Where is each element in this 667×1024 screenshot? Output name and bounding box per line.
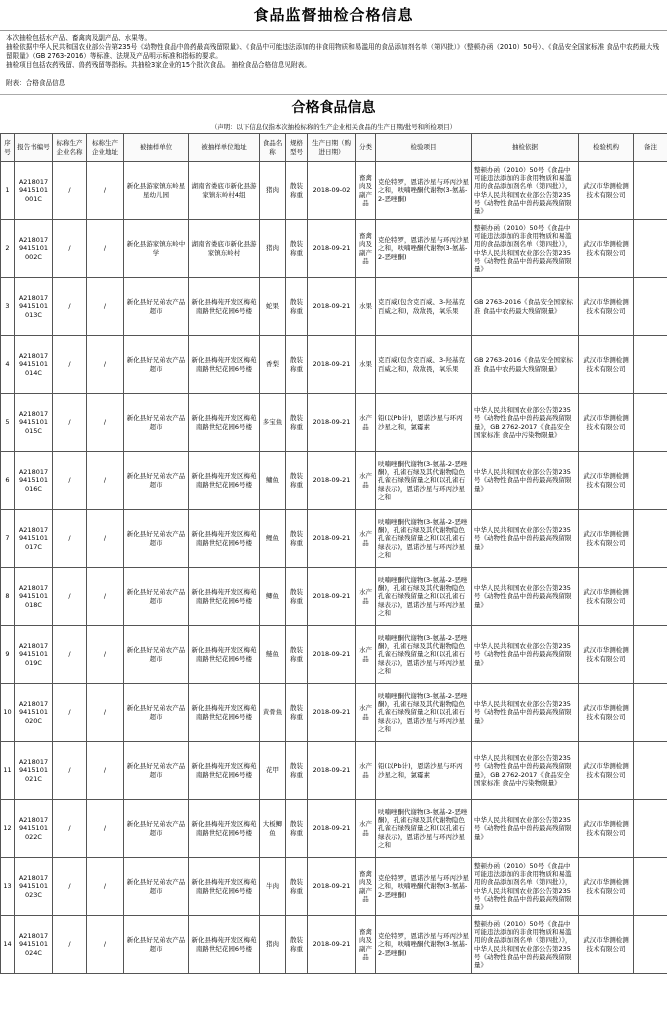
cell-report-number: A218017 9415101 021C <box>15 742 53 800</box>
cell-remark <box>634 800 667 858</box>
cell-remark <box>634 278 667 336</box>
cell-inspection-items: 呋喃唑酮代谢物(3-氨基-2-恶唑酮)，孔雀石绿及其代谢物隐色孔雀石绿残留量之和(以孔雀石绿表示)，恩诺沙星与环丙沙星之和 <box>376 510 472 568</box>
cell-manufacturer-name: / <box>53 162 87 220</box>
cell-category: 水产品 <box>356 684 376 742</box>
cell-sampled-unit-address: 湖南省娄底市新化县游家镇东岭村 <box>189 220 260 278</box>
cell-manufacturer-address: / <box>87 162 124 220</box>
cell-inspection-agency: 武汉市华测检测技术有限公司 <box>579 394 634 452</box>
table-row <box>1 278 667 336</box>
cell-sampled-unit: 新化县好兄弟农产品超市 <box>124 684 189 742</box>
table-row <box>1 742 667 800</box>
cell-manufacturer-name: / <box>53 684 87 742</box>
cell-manufacturer-address: / <box>87 336 124 394</box>
cell-inspection-basis: 中华人民共和国农业部公告第235号《动物性食品中兽药最高残留限量》 <box>472 568 579 626</box>
cell-report-number: A218017 9415101 023C <box>15 858 53 916</box>
cell-inspection-basis: 中华人民共和国农业部公告第235号《动物性食品中兽药最高残留限量》 <box>472 510 579 568</box>
cell-category: 水产品 <box>356 626 376 684</box>
cell-spec: 散装称重 <box>286 336 308 394</box>
cell-report-number: A218017 9415101 002C <box>15 220 53 278</box>
cell-sampled-unit: 新化县好兄弟农产品超市 <box>124 510 189 568</box>
cell-food-name: 香梨 <box>260 336 286 394</box>
cell-inspection-items: 呋喃唑酮代谢物(3-氨基-2-恶唑酮)，孔雀石绿及其代谢物隐色孔雀石绿残留量之和(以孔雀石绿表示)，恩诺沙星与环丙沙星之和 <box>376 800 472 858</box>
cell-category: 畜禽肉及副产品 <box>356 916 376 974</box>
cell-inspection-agency: 武汉市华测检测技术有限公司 <box>579 336 634 394</box>
cell-production-date: 2018-09-21 <box>308 742 356 800</box>
col-header: 分类 <box>356 134 376 162</box>
cell-sampled-unit-address: 新化县梅苑开发区梅苑南路世纪花园6号楼 <box>189 858 260 916</box>
cell-sampled-unit: 新化县好兄弟农产品超市 <box>124 858 189 916</box>
table-body <box>1 162 667 974</box>
col-header: 生产日期（购进日期） <box>308 134 356 162</box>
table-row <box>1 684 667 742</box>
cell-sampled-unit-address: 新化县梅苑开发区梅苑南路世纪花园6号楼 <box>189 336 260 394</box>
col-header: 标称生产企业名称 <box>53 134 87 162</box>
col-header: 食品名称 <box>260 134 286 162</box>
cell-production-date: 2018-09-21 <box>308 916 356 974</box>
cell-spec: 散装称重 <box>286 278 308 336</box>
cell-inspection-basis: 中华人民共和国农业部公告第235号《动物性食品中兽药最高残留限量》 <box>472 452 579 510</box>
section-title: 合格食品信息 <box>0 94 667 121</box>
cell-report-number: A218017 9415101 015C <box>15 394 53 452</box>
cell-food-name: 鲫鱼 <box>260 568 286 626</box>
cell-manufacturer-address: / <box>87 510 124 568</box>
cell-inspection-items: 克百威(包含克百威、3-羟基克百威之和)，敌敌畏，氧乐果 <box>376 278 472 336</box>
cell-manufacturer-name: / <box>53 278 87 336</box>
cell-inspection-basis: 中华人民共和国农业部公告第235号《动物性食品中兽药最高残留限量》 <box>472 626 579 684</box>
cell-row-number: 10 <box>1 684 15 742</box>
cell-sampled-unit: 新化县好兄弟农产品超市 <box>124 452 189 510</box>
cell-inspection-agency: 武汉市华测检测技术有限公司 <box>579 162 634 220</box>
cell-sampled-unit-address: 新化县梅苑开发区梅苑南路世纪花园6号楼 <box>189 568 260 626</box>
cell-report-number: A218017 9415101 019C <box>15 626 53 684</box>
intro-text <box>0 31 667 88</box>
cell-remark <box>634 742 667 800</box>
cell-manufacturer-name: / <box>53 452 87 510</box>
cell-row-number: 3 <box>1 278 15 336</box>
cell-manufacturer-name: / <box>53 742 87 800</box>
cell-row-number: 2 <box>1 220 15 278</box>
cell-remark <box>634 684 667 742</box>
cell-production-date: 2018-09-21 <box>308 858 356 916</box>
cell-sampled-unit: 新化县好兄弟农产品超市 <box>124 742 189 800</box>
cell-category: 水产品 <box>356 742 376 800</box>
cell-spec: 散装称重 <box>286 626 308 684</box>
intro-line-basis: 抽检依据中华人民共和国农业部公告第235号《动物性食品中兽药最高残留限量》、《食品中可能违法添加的非食用物质和易滥用的食品添加剂名单（第四批）》（整顿办函（2010）50号）、《食品安全国家标准 食品中农药最大残留限量》（GB 2763-2016）等标准、法规及产品明示标准和指标的要求。 <box>6 43 660 60</box>
cell-sampled-unit: 新化县好兄弟农产品超市 <box>124 800 189 858</box>
cell-row-number: 11 <box>1 742 15 800</box>
cell-inspection-items: 呋喃唑酮代谢物(3-氨基-2-恶唑酮)，孔雀石绿及其代谢物隐色孔雀石绿残留量之和(以孔雀石绿表示)，恩诺沙星与环丙沙星之和 <box>376 626 472 684</box>
cell-production-date: 2018-09-21 <box>308 220 356 278</box>
cell-report-number: A218017 9415101 014C <box>15 336 53 394</box>
table-row <box>1 916 667 974</box>
cell-manufacturer-name: / <box>53 626 87 684</box>
cell-manufacturer-name: / <box>53 336 87 394</box>
cell-row-number: 7 <box>1 510 15 568</box>
cell-food-name: 猪肉 <box>260 162 286 220</box>
cell-inspection-basis: 整顿办函（2010）50号《食品中可能违法添加的非食用物质和易滥用的食品添加剂名单（第四批）》，中华人民共和国农业部公告第235号《动物性食品中兽药最高残留限量》 <box>472 220 579 278</box>
cell-sampled-unit: 新化县好兄弟农产品超市 <box>124 916 189 974</box>
cell-report-number: A218017 9415101 013C <box>15 278 53 336</box>
intro-line-scope: 本次抽检包括水产品、畜禽肉及副产品、水果等。 <box>6 34 152 42</box>
cell-food-name: 蛇果 <box>260 278 286 336</box>
intro-line-items: 抽检项目包括农药残留、兽药残留等指标。共抽检3家企业的15个批次食品。 抽检食品合格信息见附表。 <box>6 61 311 69</box>
cell-row-number: 1 <box>1 162 15 220</box>
cell-inspection-basis: 中华人民共和国农业部公告第235号《动物性食品中兽药最高残留限量》 <box>472 800 579 858</box>
table-row <box>1 858 667 916</box>
cell-inspection-agency: 武汉市华测检测技术有限公司 <box>579 568 634 626</box>
cell-production-date: 2018-09-21 <box>308 336 356 394</box>
cell-manufacturer-address: / <box>87 568 124 626</box>
cell-remark <box>634 452 667 510</box>
table-row <box>1 452 667 510</box>
table-row <box>1 626 667 684</box>
cell-row-number: 6 <box>1 452 15 510</box>
cell-inspection-agency: 武汉市华测检测技术有限公司 <box>579 684 634 742</box>
col-header: 序号 <box>1 134 15 162</box>
table-row <box>1 568 667 626</box>
cell-inspection-items: 呋喃唑酮代谢物(3-氨基-2-恶唑酮)，孔雀石绿及其代谢物隐色孔雀石绿残留量之和(以孔雀石绿表示)，恩诺沙星与环丙沙星之和 <box>376 452 472 510</box>
cell-category: 水产品 <box>356 800 376 858</box>
cell-inspection-basis: GB 2763-2016《食品安全国家标准 食品中农药最大残留限量》 <box>472 278 579 336</box>
cell-manufacturer-address: / <box>87 684 124 742</box>
cell-row-number: 13 <box>1 858 15 916</box>
cell-production-date: 2018-09-21 <box>308 626 356 684</box>
intro-attachment: 附表：合格食品信息 <box>6 79 66 87</box>
cell-manufacturer-address: / <box>87 626 124 684</box>
cell-row-number: 14 <box>1 916 15 974</box>
cell-inspection-basis: 整顿办函（2010）50号《食品中可能违法添加的非食用物质和易滥用的食品添加剂名单（第四批）》，中华人民共和国农业部公告第235号《动物性食品中兽药最高残留限量》 <box>472 162 579 220</box>
cell-inspection-agency: 武汉市华测检测技术有限公司 <box>579 858 634 916</box>
cell-sampled-unit-address: 新化县梅苑开发区梅苑南路世纪花园6号楼 <box>189 684 260 742</box>
cell-sampled-unit-address: 新化县梅苑开发区梅苑南路世纪花园6号楼 <box>189 742 260 800</box>
cell-inspection-agency: 武汉市华测检测技术有限公司 <box>579 278 634 336</box>
cell-manufacturer-name: / <box>53 800 87 858</box>
cell-spec: 散装称重 <box>286 452 308 510</box>
cell-food-name: 黄骨鱼 <box>260 684 286 742</box>
cell-production-date: 2018-09-21 <box>308 568 356 626</box>
cell-manufacturer-address: / <box>87 800 124 858</box>
cell-manufacturer-address: / <box>87 742 124 800</box>
col-header: 检验机构 <box>579 134 634 162</box>
cell-category: 水产品 <box>356 510 376 568</box>
cell-remark <box>634 394 667 452</box>
cell-inspection-agency: 武汉市华测检测技术有限公司 <box>579 452 634 510</box>
cell-inspection-items: 呋喃唑酮代谢物(3-氨基-2-恶唑酮)，孔雀石绿及其代谢物隐色孔雀石绿残留量之和(以孔雀石绿表示)，恩诺沙星与环丙沙星之和 <box>376 684 472 742</box>
col-header: 标称生产企业地址 <box>87 134 124 162</box>
cell-inspection-items: 克伦特罗，恩诺沙星与环丙沙星之和，呋喃唑酮代谢物(3-氨基-2-恶唑酮) <box>376 916 472 974</box>
cell-inspection-basis: 整顿办函（2010）50号《食品中可能违法添加的非食用物质和易滥用的食品添加剂名单（第四批）》，中华人民共和国农业部公告第235号《动物性食品中兽药最高残留限量》 <box>472 916 579 974</box>
cell-remark <box>634 162 667 220</box>
cell-category: 水产品 <box>356 452 376 510</box>
table-row <box>1 220 667 278</box>
cell-row-number: 12 <box>1 800 15 858</box>
cell-manufacturer-address: / <box>87 278 124 336</box>
cell-category: 畜禽肉及副产品 <box>356 162 376 220</box>
cell-inspection-items: 铅(以Pb计)，恩诺沙星与环丙沙星之和，氯霉素 <box>376 394 472 452</box>
cell-sampled-unit-address: 湖南省娄底市新化县游家镇东岭村4组 <box>189 162 260 220</box>
cell-sampled-unit: 新化县好兄弟农产品超市 <box>124 278 189 336</box>
cell-manufacturer-name: / <box>53 858 87 916</box>
cell-manufacturer-name: / <box>53 568 87 626</box>
cell-report-number: A218017 9415101 018C <box>15 568 53 626</box>
cell-inspection-items: 呋喃唑酮代谢物(3-氨基-2-恶唑酮)，孔雀石绿及其代谢物隐色孔雀石绿残留量之和(以孔雀石绿表示)，恩诺沙星与环丙沙星之和 <box>376 568 472 626</box>
cell-manufacturer-address: / <box>87 220 124 278</box>
cell-sampled-unit: 新化县好兄弟农产品超市 <box>124 336 189 394</box>
cell-sampled-unit-address: 新化县梅苑开发区梅苑南路世纪花园6号楼 <box>189 278 260 336</box>
cell-production-date: 2018-09-21 <box>308 510 356 568</box>
cell-inspection-agency: 武汉市华测检测技术有限公司 <box>579 916 634 974</box>
cell-remark <box>634 568 667 626</box>
table-row <box>1 336 667 394</box>
cell-spec: 散装称重 <box>286 162 308 220</box>
cell-sampled-unit: 新化县好兄弟农产品超市 <box>124 394 189 452</box>
cell-spec: 散装称重 <box>286 916 308 974</box>
table-row <box>1 510 667 568</box>
cell-report-number: A218017 9415101 020C <box>15 684 53 742</box>
cell-manufacturer-address: / <box>87 394 124 452</box>
cell-inspection-agency: 武汉市华测检测技术有限公司 <box>579 626 634 684</box>
cell-category: 水产品 <box>356 394 376 452</box>
cell-food-name: 鲢鱼 <box>260 626 286 684</box>
cell-category: 畜禽肉及副产品 <box>356 858 376 916</box>
cell-food-name: 大板鲫鱼 <box>260 800 286 858</box>
page-title: 食品监督抽检合格信息 <box>0 0 667 31</box>
cell-inspection-basis: 中华人民共和国农业部公告第235号《动物性食品中兽药最高残留限量》 <box>472 684 579 742</box>
table-row <box>1 162 667 220</box>
cell-spec: 散装称重 <box>286 858 308 916</box>
cell-remark <box>634 626 667 684</box>
cell-sampled-unit: 新化县好兄弟农产品超市 <box>124 626 189 684</box>
cell-production-date: 2018-09-21 <box>308 452 356 510</box>
cell-sampled-unit-address: 新化县梅苑开发区梅苑南路世纪花园6号楼 <box>189 916 260 974</box>
col-header: 检验项目 <box>376 134 472 162</box>
cell-inspection-items: 克伦特罗，恩诺沙星与环丙沙星之和，呋喃唑酮代谢物(3-氨基-2-恶唑酮) <box>376 858 472 916</box>
cell-inspection-basis: 中华人民共和国农业部公告第235号《动物性食品中兽药最高残留限量》，GB 2762-2017《食品安全国家标准 食品中污染物限量》 <box>472 394 579 452</box>
cell-food-name: 多宝鱼 <box>260 394 286 452</box>
cell-inspection-items: 铅(以Pb计)，恩诺沙星与环丙沙星之和，氯霉素 <box>376 742 472 800</box>
cell-report-number: A218017 9415101 022C <box>15 800 53 858</box>
qualified-food-table <box>0 133 667 974</box>
cell-spec: 散装称重 <box>286 394 308 452</box>
cell-report-number: A218017 9415101 001C <box>15 162 53 220</box>
cell-spec: 散装称重 <box>286 742 308 800</box>
cell-manufacturer-address: / <box>87 858 124 916</box>
cell-food-name: 猪肉 <box>260 916 286 974</box>
cell-row-number: 8 <box>1 568 15 626</box>
table-header-row <box>1 134 667 162</box>
table-row <box>1 394 667 452</box>
cell-inspection-basis: 中华人民共和国农业部公告第235号《动物性食品中兽药最高残留限量》，GB 2762-2017《食品安全国家标准 食品中污染物限量》 <box>472 742 579 800</box>
cell-category: 水产品 <box>356 568 376 626</box>
col-header: 备注 <box>634 134 667 162</box>
cell-inspection-items: 克百威(包含克百威、3-羟基克百威之和)，敌敌畏，氧乐果 <box>376 336 472 394</box>
cell-row-number: 9 <box>1 626 15 684</box>
cell-production-date: 2018-09-21 <box>308 800 356 858</box>
cell-sampled-unit-address: 新化县梅苑开发区梅苑南路世纪花园6号楼 <box>189 510 260 568</box>
col-header: 报告书编号 <box>15 134 53 162</box>
cell-inspection-agency: 武汉市华测检测技术有限公司 <box>579 800 634 858</box>
cell-manufacturer-name: / <box>53 394 87 452</box>
cell-sampled-unit-address: 新化县梅苑开发区梅苑南路世纪花园6号楼 <box>189 394 260 452</box>
cell-inspection-agency: 武汉市华测检测技术有限公司 <box>579 510 634 568</box>
cell-spec: 散装称重 <box>286 800 308 858</box>
cell-inspection-agency: 武汉市华测检测技术有限公司 <box>579 220 634 278</box>
cell-manufacturer-address: / <box>87 916 124 974</box>
cell-food-name: 鲤鱼 <box>260 510 286 568</box>
cell-production-date: 2018-09-02 <box>308 162 356 220</box>
declaration: （声明：以下信息仅指本次抽检标称的生产企业相关食品的生产日期/批号和所检项目） <box>211 123 456 131</box>
cell-sampled-unit: 新化县游家镇东岭星星幼儿园 <box>124 162 189 220</box>
cell-production-date: 2018-09-21 <box>308 684 356 742</box>
cell-remark <box>634 220 667 278</box>
cell-sampled-unit-address: 新化县梅苑开发区梅苑南路世纪花园6号楼 <box>189 452 260 510</box>
cell-spec: 散装称重 <box>286 568 308 626</box>
cell-inspection-agency: 武汉市华测检测技术有限公司 <box>579 742 634 800</box>
cell-food-name: 猪肉 <box>260 220 286 278</box>
cell-sampled-unit: 新化县好兄弟农产品超市 <box>124 568 189 626</box>
cell-remark <box>634 510 667 568</box>
col-header: 被抽样单位地址 <box>189 134 260 162</box>
cell-report-number: A218017 9415101 024C <box>15 916 53 974</box>
cell-manufacturer-name: / <box>53 916 87 974</box>
cell-category: 水果 <box>356 278 376 336</box>
cell-manufacturer-name: / <box>53 510 87 568</box>
cell-remark <box>634 916 667 974</box>
cell-spec: 散装称重 <box>286 510 308 568</box>
cell-category: 畜禽肉及副产品 <box>356 220 376 278</box>
cell-inspection-basis: GB 2763-2016《食品安全国家标准 食品中农药最大残留限量》 <box>472 336 579 394</box>
cell-food-name: 鳙鱼 <box>260 452 286 510</box>
cell-sampled-unit: 新化县游家镇东岭中学 <box>124 220 189 278</box>
cell-production-date: 2018-09-21 <box>308 278 356 336</box>
cell-sampled-unit-address: 新化县梅苑开发区梅苑南路世纪花园6号楼 <box>189 626 260 684</box>
cell-row-number: 4 <box>1 336 15 394</box>
cell-sampled-unit-address: 新化县梅苑开发区梅苑南路世纪花园6号楼 <box>189 800 260 858</box>
cell-inspection-basis: 整顿办函（2010）50号《食品中可能违法添加的非食用物质和易滥用的食品添加剂名单（第四批）》，中华人民共和国农业部公告第235号《动物性食品中兽药最高残留限量》 <box>472 858 579 916</box>
cell-inspection-items: 克伦特罗，恩诺沙星与环丙沙星之和，呋喃唑酮代谢物(3-氨基-2-恶唑酮) <box>376 162 472 220</box>
cell-remark <box>634 858 667 916</box>
col-header: 规格型号 <box>286 134 308 162</box>
cell-spec: 散装称重 <box>286 684 308 742</box>
cell-row-number: 5 <box>1 394 15 452</box>
cell-manufacturer-address: / <box>87 452 124 510</box>
col-header: 被抽样单位 <box>124 134 189 162</box>
cell-manufacturer-name: / <box>53 220 87 278</box>
cell-spec: 散装称重 <box>286 220 308 278</box>
cell-report-number: A218017 9415101 017C <box>15 510 53 568</box>
cell-production-date: 2018-09-21 <box>308 394 356 452</box>
col-header: 抽检依据 <box>472 134 579 162</box>
cell-report-number: A218017 9415101 016C <box>15 452 53 510</box>
cell-inspection-items: 克伦特罗，恩诺沙星与环丙沙星之和，呋喃唑酮代谢物(3-氨基-2-恶唑酮) <box>376 220 472 278</box>
cell-category: 水果 <box>356 336 376 394</box>
cell-remark <box>634 336 667 394</box>
cell-food-name: 牛肉 <box>260 858 286 916</box>
cell-food-name: 花甲 <box>260 742 286 800</box>
table-row <box>1 800 667 858</box>
